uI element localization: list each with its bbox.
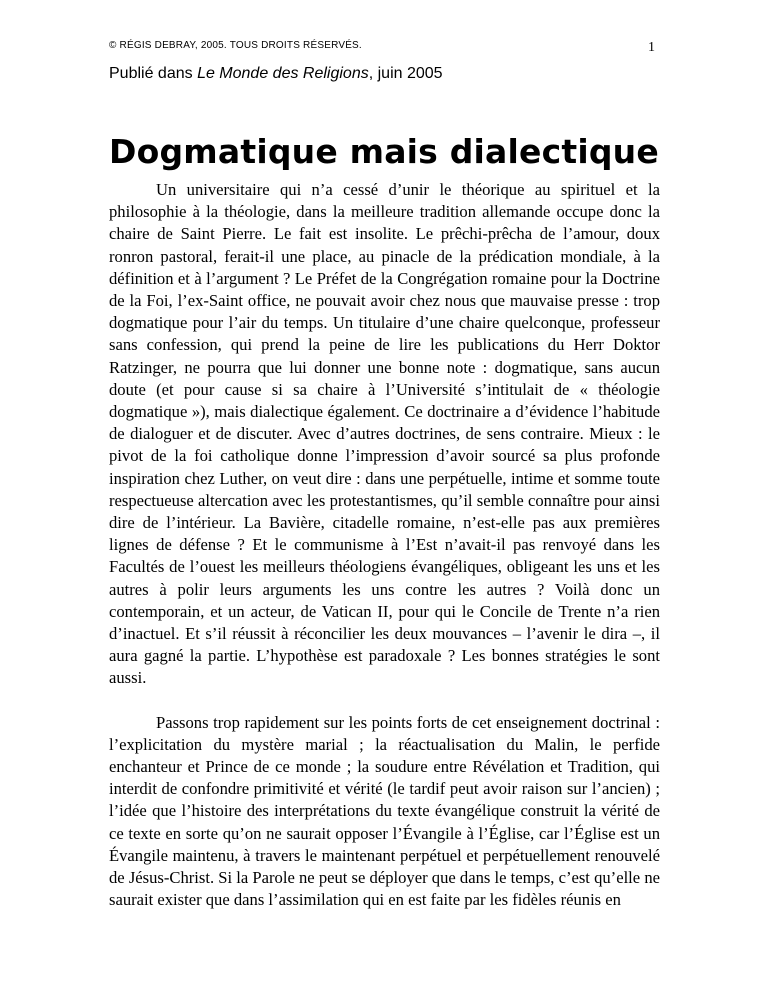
copyright-notice: © RÉGIS DEBRAY, 2005. TOUS DROITS RÉSERVÉS. [109, 40, 362, 51]
paragraph: Un universitaire qui n’a cessé d’unir le théorique au spirituel et la philosophie à la théologie, dans la meilleure tradition allemande occupe donc la chaire de Saint Pierre. Le fait est insolite. Le prêchi-prêcha de l’amour, doux ronron pastoral, ferait-il une place, au pinacle de la prédication mondiale, à la définition et à l’argument ? Le Préfet de la Congrégation romaine pour la Doctrine de la Foi, l’ex-Saint office, ne pouvait avoir chez nous que mauvaise presse : trop dogmatique pour l’air du temps. Un titulaire d’une chaire quelconque, professeur sans confession, qui prend la peine de lire les publications du Herr Doktor Ratzinger, ne pourra que lui donner une bonne note : dogmatique, sans aucun doute (et pour cause si sa chaire à l’Université s’intitulait de « théologie dogmatique »), mais dialectique également. Ce doctrinaire a d’évidence l’habitude de dialoguer et de discuter. Avec d’autres doctrines, de sens contraire. Mieux : le pivot de la foi catholique donne l’impression d’avoir sourcé sa plus profonde inspiration chez Luther, on veut dire : dans une perpétuelle, intime et somme toute respectueuse altercation avec les protestantismes, qu’il semble connaître pour ainsi dire de l’intérieur. La Bavière, citadelle romaine, n’est-elle pas aux premières lignes de défense ? Et le communisme à l’Est n’avait-il pas renvoyé dans les Facultés de l’ouest les meilleurs théologiens évangéliques, obligeant les uns et les autres à polir leurs arguments les uns contre les autres ? Voilà donc un contemporain, et un acteur, de Vatican II, pour qui le Concile de Trente n’a rien d’inactuel. Et s’il réussit à réconcilier les deux mouvances – l’avenir le dira –, il aura gagné la partie. L’hypothèse est paradoxale ? Les bonnes stratégies le sont aussi. [109, 180, 660, 688]
publication-line [109, 65, 443, 83]
journal-name: Le Monde des Religions [197, 65, 369, 82]
publication-date: , juin 2005 [368, 65, 443, 82]
publication-prefix: Publié dans [109, 65, 198, 82]
article-body [109, 179, 660, 934]
article-title: Dogmatique mais dialectique [109, 132, 659, 171]
paragraph: Passons trop rapidement sur les points forts de cet enseignement doctrinal : l’explicitation du mystère marial ; la réactualisation du Malin, le perfide enchanteur et Prince de ce monde ; la soudure entre Révélation et Tradition, qui interdit de confondre primitivité et vérité (le tardif peut avoir raison sur l’ancien) ; l’idée que l’histoire des interprétations du texte évangélique construit la vérité de ce texte en sorte qu’on ne saurait opposer l’Évangile à l’Église, car l’Église est un Évangile maintenu, à travers le maintenant perpétuel et perpétuellement renouvelé de Jésus-Christ. Si la Parole ne peut se déployer que dans le temps, c’est qu’elle ne saurait exister que dans l’assimilation qui en est faite par les fidèles réunis en [109, 712, 660, 910]
page-number: 1 [648, 40, 655, 55]
